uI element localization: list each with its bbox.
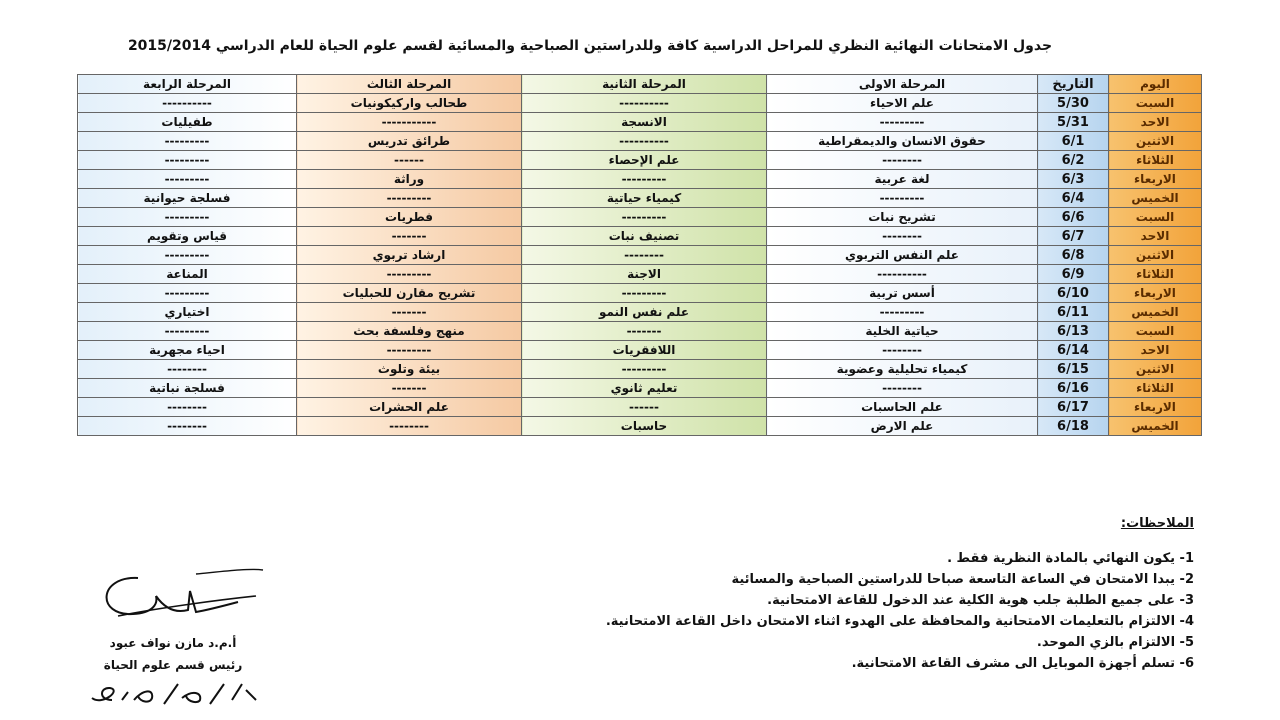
cell-stage-3: -------- [297,417,522,436]
cell-day: الاثنين [1109,246,1202,265]
table-row [78,398,1202,417]
cell-stage-3: علم الحشرات [297,398,522,417]
cell-stage-2: ------ [522,398,767,417]
cell-stage-1: علم الحاسبات [767,398,1038,417]
note-item: 3- على جميع الطلبة جلب هوية الكلية عند الدخول للقاعة الامتحانية. [767,593,1194,608]
cell-stage-2: علم الإحصاء [522,151,767,170]
header-stage-2: المرحلة الثانية [522,75,767,94]
cell-stage-4: اختياري [78,303,297,322]
cell-stage-2: -------- [522,246,767,265]
cell-day: الاحد [1109,227,1202,246]
cell-stage-4: -------- [78,360,297,379]
cell-stage-2: تصنيف نبات [522,227,767,246]
table-row [78,341,1202,360]
cell-stage-2: علم نفس النمو [522,303,767,322]
cell-day: الخميس [1109,189,1202,208]
cell-stage-4: --------- [78,322,297,341]
cell-day: الثلاثاء [1109,379,1202,398]
cell-stage-2: --------- [522,360,767,379]
cell-stage-3: --------- [297,189,522,208]
signatory-role: رئيس قسم علوم الحياة [103,658,243,672]
note-item: 4- الالتزام بالتعليمات الامتحانية والمحافظة على الهدوء اثناء الامتحان داخل القاعة الامتحانية. [605,614,1194,629]
table-row [78,189,1202,208]
cell-date: 6/16 [1038,379,1109,398]
cell-stage-2: كيمياء حياتية [522,189,767,208]
table-row [78,170,1202,189]
cell-stage-1: علم الارض [767,417,1038,436]
header-stage-3: المرحلة الثالث [297,75,522,94]
cell-stage-4: المناعة [78,265,297,284]
cell-stage-4: -------- [78,398,297,417]
cell-day: الاثنين [1109,360,1202,379]
cell-stage-4: احياء مجهرية [78,341,297,360]
cell-date: 5/30 [1038,94,1109,113]
cell-stage-3: منهج وفلسفة بحث [297,322,522,341]
cell-stage-1: كيمياء تحليلية وعضوية [767,360,1038,379]
cell-stage-3: طحالب واركيكونيات [297,94,522,113]
table-row [78,208,1202,227]
note-item: 6- تسلم أجهزة الموبايل الى مشرف القاعة الامتحانية. [851,656,1194,671]
cell-stage-1: -------- [767,379,1038,398]
note-item: 2- يبدا الامتحان في الساعة التاسعة صباحا للدراستين الصباحية والمسائية [731,572,1194,587]
cell-date: 6/8 [1038,246,1109,265]
notes-heading: الملاحظات: [1120,516,1194,531]
cell-day: الثلاثاء [1109,151,1202,170]
cell-date: 6/11 [1038,303,1109,322]
cell-day: السبت [1109,322,1202,341]
table-row [78,246,1202,265]
cell-date: 6/2 [1038,151,1109,170]
cell-date: 6/6 [1038,208,1109,227]
note-item: 5- الالتزام بالزي الموحد. [1036,635,1194,650]
cell-stage-2: ---------- [522,132,767,151]
cell-stage-4: --------- [78,132,297,151]
cell-stage-1: علم الاحياء [767,94,1038,113]
cell-stage-2: اللافقريات [522,341,767,360]
cell-stage-3: ------- [297,379,522,398]
cell-stage-3: فطريات [297,208,522,227]
cell-stage-2: ------- [522,322,767,341]
cell-stage-1: --------- [767,303,1038,322]
table-body [78,94,1202,436]
cell-stage-1: -------- [767,227,1038,246]
cell-stage-3: ارشاد تربوي [297,246,522,265]
header-date: التاريخ [1038,75,1109,94]
cell-stage-4: قياس وتقويم [78,227,297,246]
cell-day: الاربعاء [1109,398,1202,417]
cell-stage-1: لغة عربية [767,170,1038,189]
cell-stage-2: --------- [522,208,767,227]
cell-stage-3: ------- [297,303,522,322]
handwritten-date [82,678,272,710]
cell-stage-3: بيئة وتلوث [297,360,522,379]
cell-date: 6/3 [1038,170,1109,189]
table-row [78,379,1202,398]
cell-stage-2: الانسجة [522,113,767,132]
cell-stage-4: --------- [78,284,297,303]
cell-stage-1: ---------- [767,265,1038,284]
table-row [78,303,1202,322]
cell-day: الخميس [1109,417,1202,436]
header-stage-1: المرحلة الاولى [767,75,1038,94]
cell-day: الثلاثاء [1109,265,1202,284]
cell-day: الاحد [1109,341,1202,360]
table-row [78,265,1202,284]
cell-stage-2: --------- [522,284,767,303]
cell-stage-3: ------- [297,227,522,246]
cell-stage-2: ---------- [522,94,767,113]
header-stage-4: المرحلة الرابعة [78,75,297,94]
signature-block [78,566,278,714]
document-title: جدول الامتحانات النهائية النظري للمراحل الدراسية كافة وللدراستين الصباحية والمسائية لقسم علوم الحياة للعام الدراسي 2015/2014 [127,38,1053,54]
cell-date: 6/15 [1038,360,1109,379]
cell-stage-1: علم النفس التربوي [767,246,1038,265]
cell-stage-1: --------- [767,189,1038,208]
handwritten-signature [78,566,278,636]
cell-stage-3: تشريح مقارن للحبليات [297,284,522,303]
cell-day: الخميس [1109,303,1202,322]
cell-day: السبت [1109,94,1202,113]
cell-stage-3: طرائق تدريس [297,132,522,151]
cell-stage-4: --------- [78,208,297,227]
cell-day: السبت [1109,208,1202,227]
cell-stage-4: --------- [78,151,297,170]
cell-stage-3: --------- [297,265,522,284]
cell-date: 5/31 [1038,113,1109,132]
notes-list [474,548,1194,674]
signatory-name: أ.م.د مازن نواف عبود [109,636,237,650]
table-row [78,284,1202,303]
cell-stage-4: فسلجة حيوانية [78,189,297,208]
table-row [78,227,1202,246]
cell-stage-1: حقوق الانسان والديمقراطية [767,132,1038,151]
cell-date: 6/1 [1038,132,1109,151]
cell-stage-3: ------ [297,151,522,170]
table-header-row [78,75,1202,94]
cell-stage-1: -------- [767,151,1038,170]
table-row [78,417,1202,436]
cell-stage-1: حياتية الخلية [767,322,1038,341]
cell-stage-4: -------- [78,417,297,436]
cell-stage-4: فسلجة نباتية [78,379,297,398]
table-row [78,151,1202,170]
table-row [78,132,1202,151]
exam-schedule-table [77,74,1202,436]
cell-date: 6/18 [1038,417,1109,436]
cell-stage-2: الاجنة [522,265,767,284]
cell-date: 6/10 [1038,284,1109,303]
cell-stage-2: تعليم ثانوي [522,379,767,398]
cell-date: 6/14 [1038,341,1109,360]
cell-day: الاربعاء [1109,170,1202,189]
cell-stage-3: وراثة [297,170,522,189]
cell-stage-4: ---------- [78,94,297,113]
cell-stage-3: ----------- [297,113,522,132]
cell-stage-1: -------- [767,341,1038,360]
cell-stage-1: تشريح نبات [767,208,1038,227]
cell-date: 6/13 [1038,322,1109,341]
table-row [78,113,1202,132]
cell-stage-2: --------- [522,170,767,189]
cell-stage-4: طفيليات [78,113,297,132]
header-day: اليوم [1109,75,1202,94]
cell-stage-3: --------- [297,341,522,360]
cell-day: الاربعاء [1109,284,1202,303]
cell-stage-4: --------- [78,246,297,265]
cell-stage-1: --------- [767,113,1038,132]
table-row [78,360,1202,379]
cell-date: 6/17 [1038,398,1109,417]
cell-date: 6/4 [1038,189,1109,208]
table-row [78,94,1202,113]
table-row [78,322,1202,341]
cell-date: 6/9 [1038,265,1109,284]
cell-stage-1: أسس تربية [767,284,1038,303]
note-item: 1- يكون النهائي بالمادة النظرية فقط . [947,551,1194,566]
cell-day: الاثنين [1109,132,1202,151]
cell-stage-2: حاسبات [522,417,767,436]
cell-day: الاحد [1109,113,1202,132]
cell-date: 6/7 [1038,227,1109,246]
cell-stage-4: --------- [78,170,297,189]
